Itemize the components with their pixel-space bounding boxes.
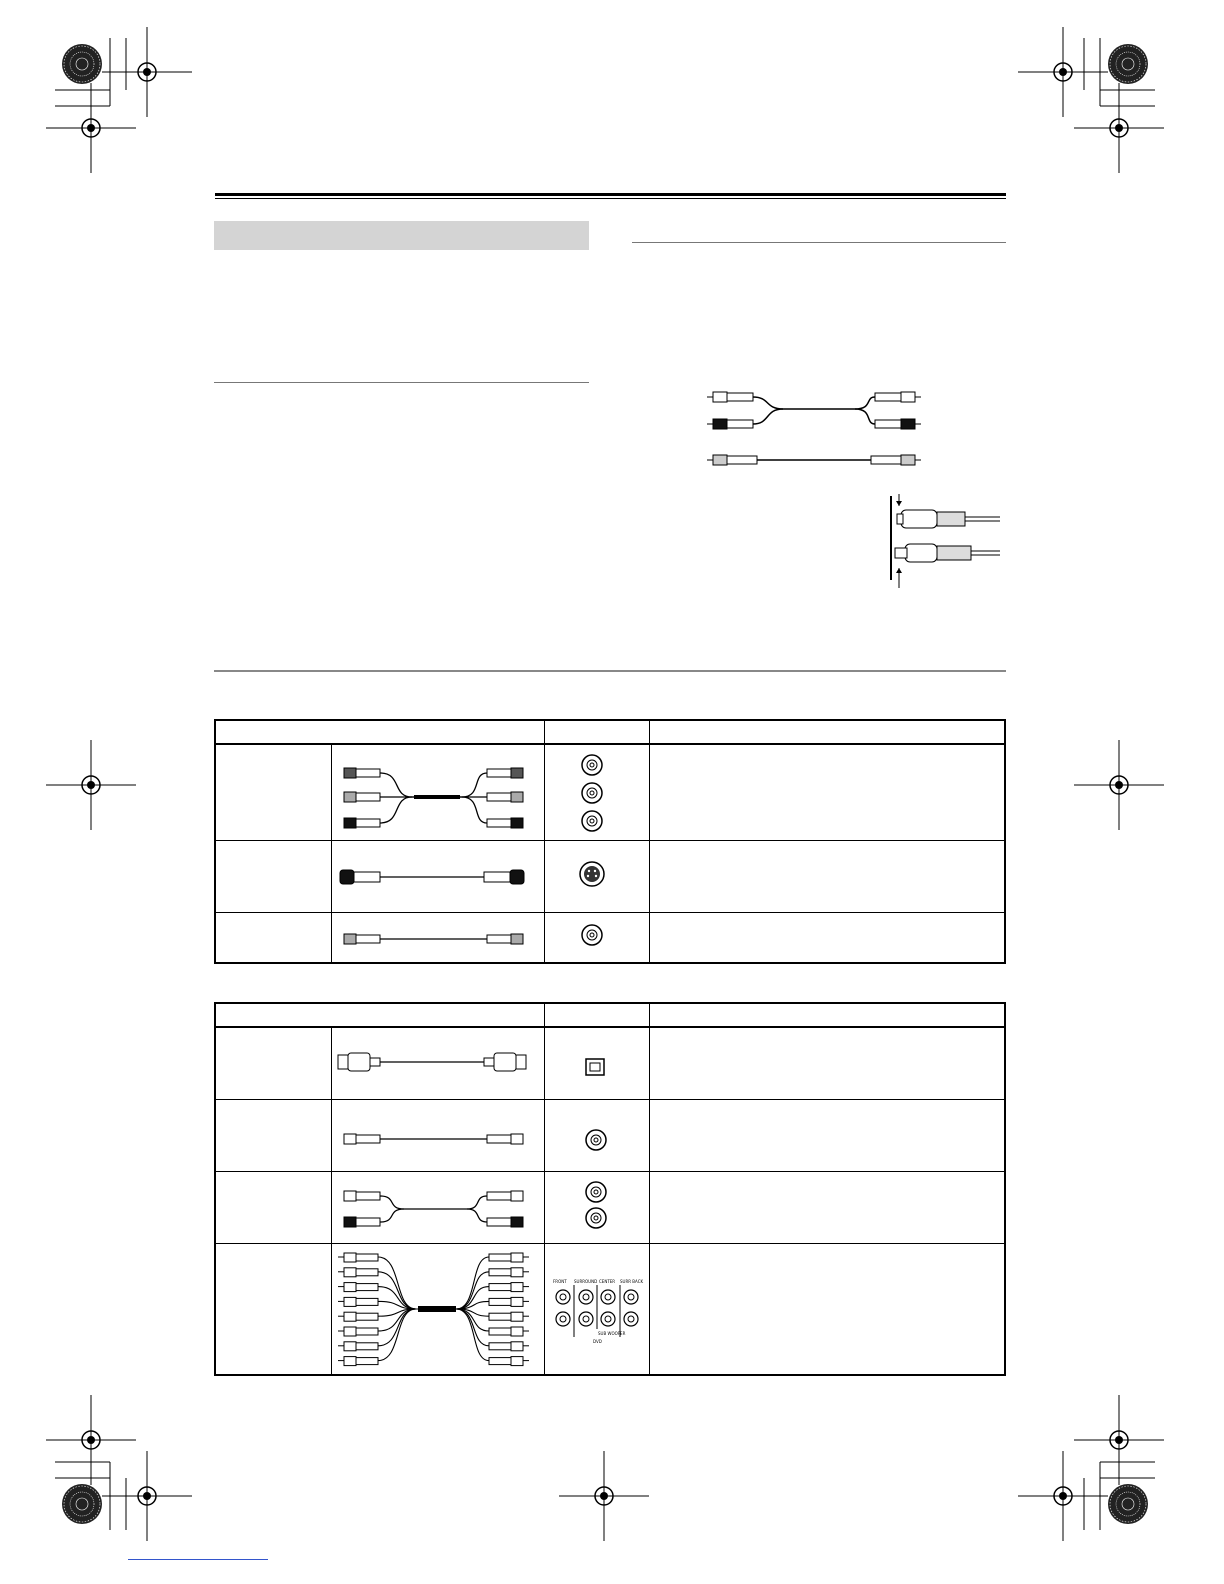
panel-label-center: CENTER [599,1278,616,1284]
coaxial-jack-cell [545,1100,650,1172]
multichannel-jack-panel-icon [545,1245,649,1373]
header-jack [545,720,650,744]
header-cable [215,720,545,744]
cable-name-cell [215,1027,332,1100]
table-row [215,841,1005,913]
table-row [215,913,1005,964]
header-jack [545,1003,650,1027]
cable-name-cell [215,1244,332,1375]
single-rca-jack-cell [545,913,650,964]
rca-jack-icon [545,913,649,957]
description-cell [650,1172,1006,1244]
subsection-rule-left [214,382,589,383]
table-row [215,1172,1005,1244]
section-rule [214,670,1006,672]
cable-name-cell [215,841,332,913]
multichannel-cable-icon [332,1245,543,1373]
rca-jack-icon [545,1172,649,1238]
rca-jack-icon [545,745,649,835]
table-row [215,1027,1005,1100]
table-row [215,1100,1005,1172]
cable-name-cell [215,1172,332,1244]
multichannel-jack-panel-cell [545,1244,650,1375]
s-video-jack-icon [545,841,649,907]
component-video-cable-icon [332,748,543,838]
description-cell [650,1027,1006,1100]
optical-digital-cable-cell [332,1027,545,1100]
panel-label-surr-back: SURR BACK [620,1278,644,1284]
subsection-rule-right [632,242,1006,243]
optical-cable-icon [332,1031,543,1097]
header-description [650,1003,1006,1027]
composite-video-cable-cell [332,913,545,964]
header-rule-thin [215,198,1006,199]
audio-connections-table [214,1002,1006,1376]
plug-insertion-illustration [885,492,1005,592]
stereo-and-video-cable-illustration [705,385,935,475]
header-rule [215,193,1006,196]
cable-name-cell [215,744,332,841]
multichannel-cable-cell [332,1244,545,1375]
section-heading-bar [214,221,589,250]
panel-label-subwoofer: SUB WOOFER [598,1330,626,1336]
panel-label-front: FRONT [553,1278,567,1284]
stereo-cable-icon [332,1175,543,1241]
description-cell [650,744,1006,841]
two-rca-jacks-cell [545,1172,650,1244]
s-video-jack-cell [545,841,650,913]
coaxial-digital-cable-cell [332,1100,545,1172]
header-description [650,720,1006,744]
coaxial-cable-icon [332,1103,543,1169]
s-video-cable-cell [332,841,545,913]
table-header-row [215,1003,1005,1027]
description-cell [650,1244,1006,1375]
video-connections-table [214,719,1006,964]
footer-link-underline [128,1558,268,1560]
table-row [215,744,1005,841]
description-cell [650,1100,1006,1172]
three-rca-jacks-cell [545,744,650,841]
table-row [215,1244,1005,1375]
rca-jack-icon [545,1100,649,1166]
s-video-cable-icon [332,844,543,910]
optical-jack-cell [545,1027,650,1100]
header-cable [215,1003,545,1027]
panel-label-surround: SURROUND [574,1278,598,1284]
composite-video-cable-icon [332,916,543,960]
panel-label-dvd: DVD [593,1338,602,1344]
optical-jack-icon [545,1028,649,1094]
description-cell [650,841,1006,913]
cable-name-cell [215,1100,332,1172]
cable-name-cell [215,913,332,964]
table-header-row [215,720,1005,744]
analog-stereo-cable-cell [332,1172,545,1244]
description-cell [650,913,1006,964]
component-video-cable-cell [332,744,545,841]
